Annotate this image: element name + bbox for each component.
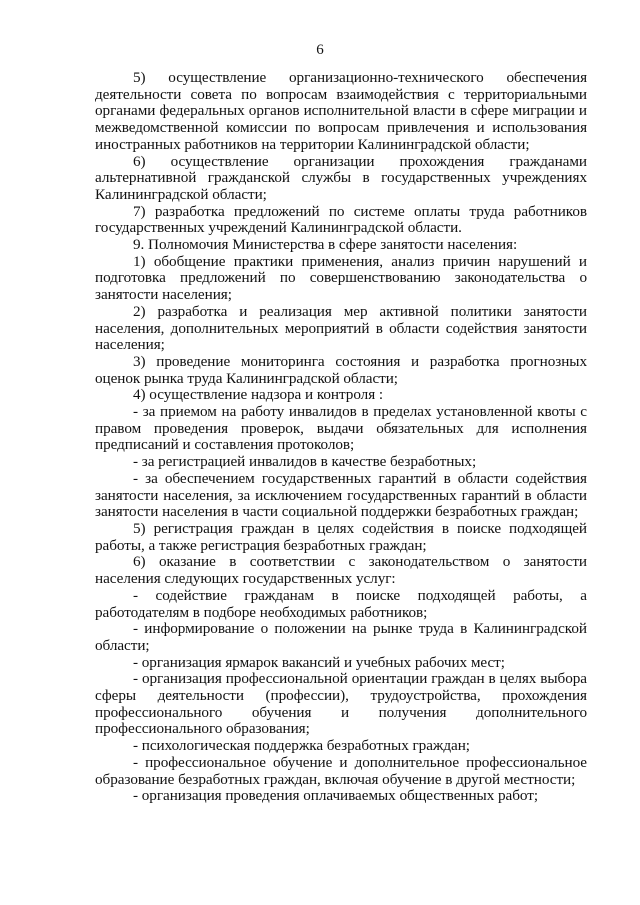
list-item-vocational-training: - профессиональное обучение и дополнительное профессиональное образование безработных граждан, включая обучение в другой местности; — [95, 753, 587, 788]
list-item-disabled-quota: - за приемом на работу инвалидов в пределах установленной квоты с правом проведения проверок, выдачи обязательных для исполнения предписаний и составления протоколов; — [95, 403, 587, 454]
list-item-job-search: - содействие гражданам в поиске подходящей работы, а работодателям в подборе необходимых работников; — [95, 586, 587, 621]
paragraph-item-4-supervision: 4) осуществление надзора и контроля : — [133, 386, 384, 404]
list-item-public-works: - организация проведения оплачиваемых общественных работ; — [133, 787, 538, 805]
list-item-job-fairs: - организация ярмарок вакансий и учебных рабочих мест; — [133, 653, 505, 671]
paragraph-item-7-wage-system: 7) разработка предложений по системе оплаты труда работников государственных учреждений Калининградской области. — [95, 202, 587, 237]
list-item-disabled-registration: - за регистрацией инвалидов в качестве безработных; — [133, 453, 477, 471]
document-body — [95, 70, 587, 805]
list-item-labor-market-info: - информирование о положении на рынке труда в Калининградской области; — [95, 620, 587, 654]
page-number: 6 — [316, 42, 324, 58]
paragraph-item-1-practice-analysis: 1) обобщение практики применения, анализ причин нарушений и подготовка предложений по совершенствованию законодательства о занятости населения; — [95, 252, 587, 304]
list-item-career-guidance: - организация профессиональной ориентации граждан в целях выбора сферы деятельности (профессии), трудоустройства, прохождения профессионального обучения и получения дополнительного профессионального образования; — [95, 670, 587, 738]
list-item-state-guarantees: - за обеспечением государственных гарантий в области содействия занятости населения, за исключением государственных гарантий в области занятости населения в части социальной поддержки безработных граждан; — [95, 469, 587, 521]
section-heading-employment: 9. Полномочия Министерства в сфере занятости населения: — [133, 236, 518, 254]
paragraph-item-3-monitoring: 3) проведение мониторинга состояния и разработка прогнозных оценок рынка труда Калининградской области; — [95, 352, 587, 387]
paragraph-item-2-active-policy: 2) разработка и реализация мер активной политики занятости населения, дополнительных мероприятий в области содействия занятости населения; — [95, 302, 587, 354]
list-item-psychological-support: - психологическая поддержка безработных граждан; — [133, 737, 470, 755]
paragraph-item-6-alternative-service: 6) осуществление организации прохождения гражданами альтернативной гражданской службы в государственных учреждениях Калининградской области; — [95, 152, 587, 203]
paragraph-item-6-services: 6) оказание в соответствии с законодательством о занятости населения следующих государственных услуг: — [95, 553, 587, 588]
paragraph-item-5-registration: 5) регистрация граждан в целях содействия в поиске подходящей работы, а также регистрация безработных граждан; — [95, 519, 587, 554]
paragraph-item-5-migration: 5) осуществление организационно-технического обеспечения деятельности совета по вопросам взаимодействия с территориальными органами федеральных органов исполнительной власти в сфере миграции и межведомственной комиссии по вопросам привлечения и использования иностранных работников на территории Калининградской области; — [95, 69, 587, 153]
